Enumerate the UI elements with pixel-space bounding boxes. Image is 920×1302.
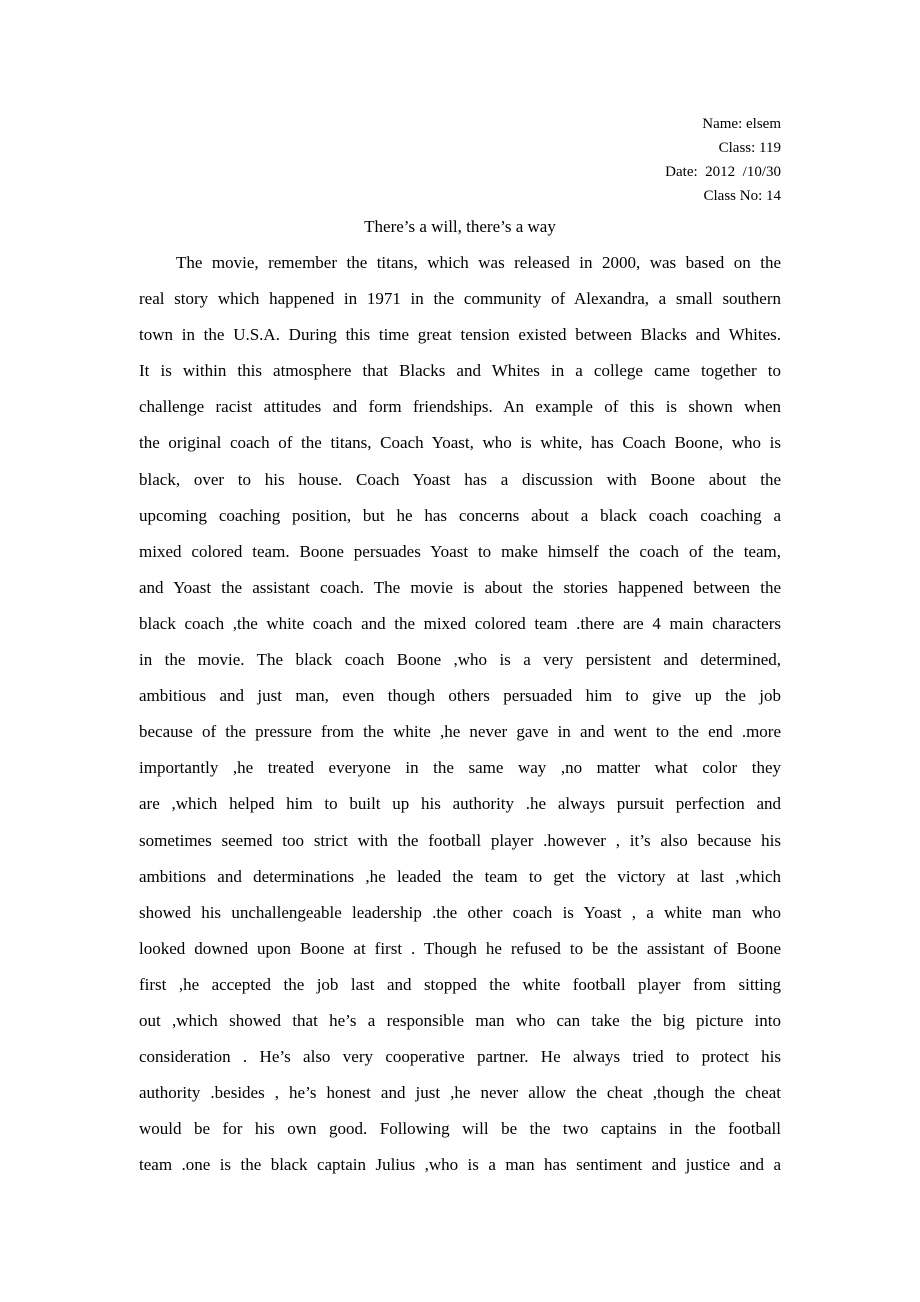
text-line: showed his unchallengeable leadership .the other coach is Yoast , a white man who [139,902,781,922]
essay-body [139,245,781,1183]
text-line: challenge racist attitudes and form friendships. An example of this is shown when [139,397,781,417]
text-line: ambitious and just man, even though others persuaded him to give up the job [139,686,781,706]
class-number: Class No: 14 [703,188,781,204]
text-line: because of the pressure from the white ,he never gave in and went to the end .more [139,722,781,742]
text-line: the original coach of the titans, Coach Yoast, who is white, has Coach Boone, who is [139,433,781,453]
text-line: black, over to his house. Coach Yoast has a discussion with Boone about the [139,469,781,489]
text-line: importantly ,he treated everyone in the same way ,no matter what color they [139,758,781,778]
text-line: and Yoast the assistant coach. The movie is about the stories happened between the [139,577,781,597]
text-line: mixed colored team. Boone persuades Yoast to make himself the coach of the team, [139,541,781,561]
text-line: authority .besides , he’s honest and just ,he never allow the cheat ,though the cheat [139,1083,781,1103]
text-line: It is within this atmosphere that Blacks and Whites in a college came together to [139,361,781,381]
text-line: team .one is the black captain Julius ,who is a man has sentiment and justice and a [139,1155,781,1175]
text-line: black coach ,the white coach and the mixed colored team .there are 4 main characters [139,613,781,633]
text-line: The movie, remember the titans, which was released in 2000, was based on the [176,253,781,272]
essay-title: There’s a will, there’s a way [364,217,556,236]
text-line: out ,which showed that he’s a responsible man who can take the big picture into [139,1010,781,1030]
student-name: Name: elsem [702,116,781,132]
text-line: are ,which helped him to built up his authority .he always pursuit perfection and [139,794,781,814]
text-line: consideration . He’s also very cooperative partner. He always tried to protect his [139,1047,781,1067]
student-class: Class: 119 [718,140,781,156]
text-line: real story which happened in 1971 in the community of Alexandra, a small southern [139,289,781,309]
date: Date: 2012 /10/30 [665,164,781,180]
text-line: town in the U.S.A. During this time great tension existed between Blacks and Whites. [139,325,781,345]
text-line: would be for his own good. Following will be the two captains in the football [139,1119,781,1139]
text-line: ambitions and determinations ,he leaded the team to get the victory at last ,which [139,866,781,886]
text-line: looked downed upon Boone at first . Though he refused to be the assistant of Boone [139,938,781,958]
text-line: upcoming coaching position, but he has concerns about a black coach coaching a [139,505,781,525]
text-line: in the movie. The black coach Boone ,who is a very persistent and determined, [139,650,781,670]
text-line: first ,he accepted the job last and stopped the white football player from sitting [139,974,781,994]
text-line: sometimes seemed too strict with the football player .however , it’s also because his [139,830,781,850]
